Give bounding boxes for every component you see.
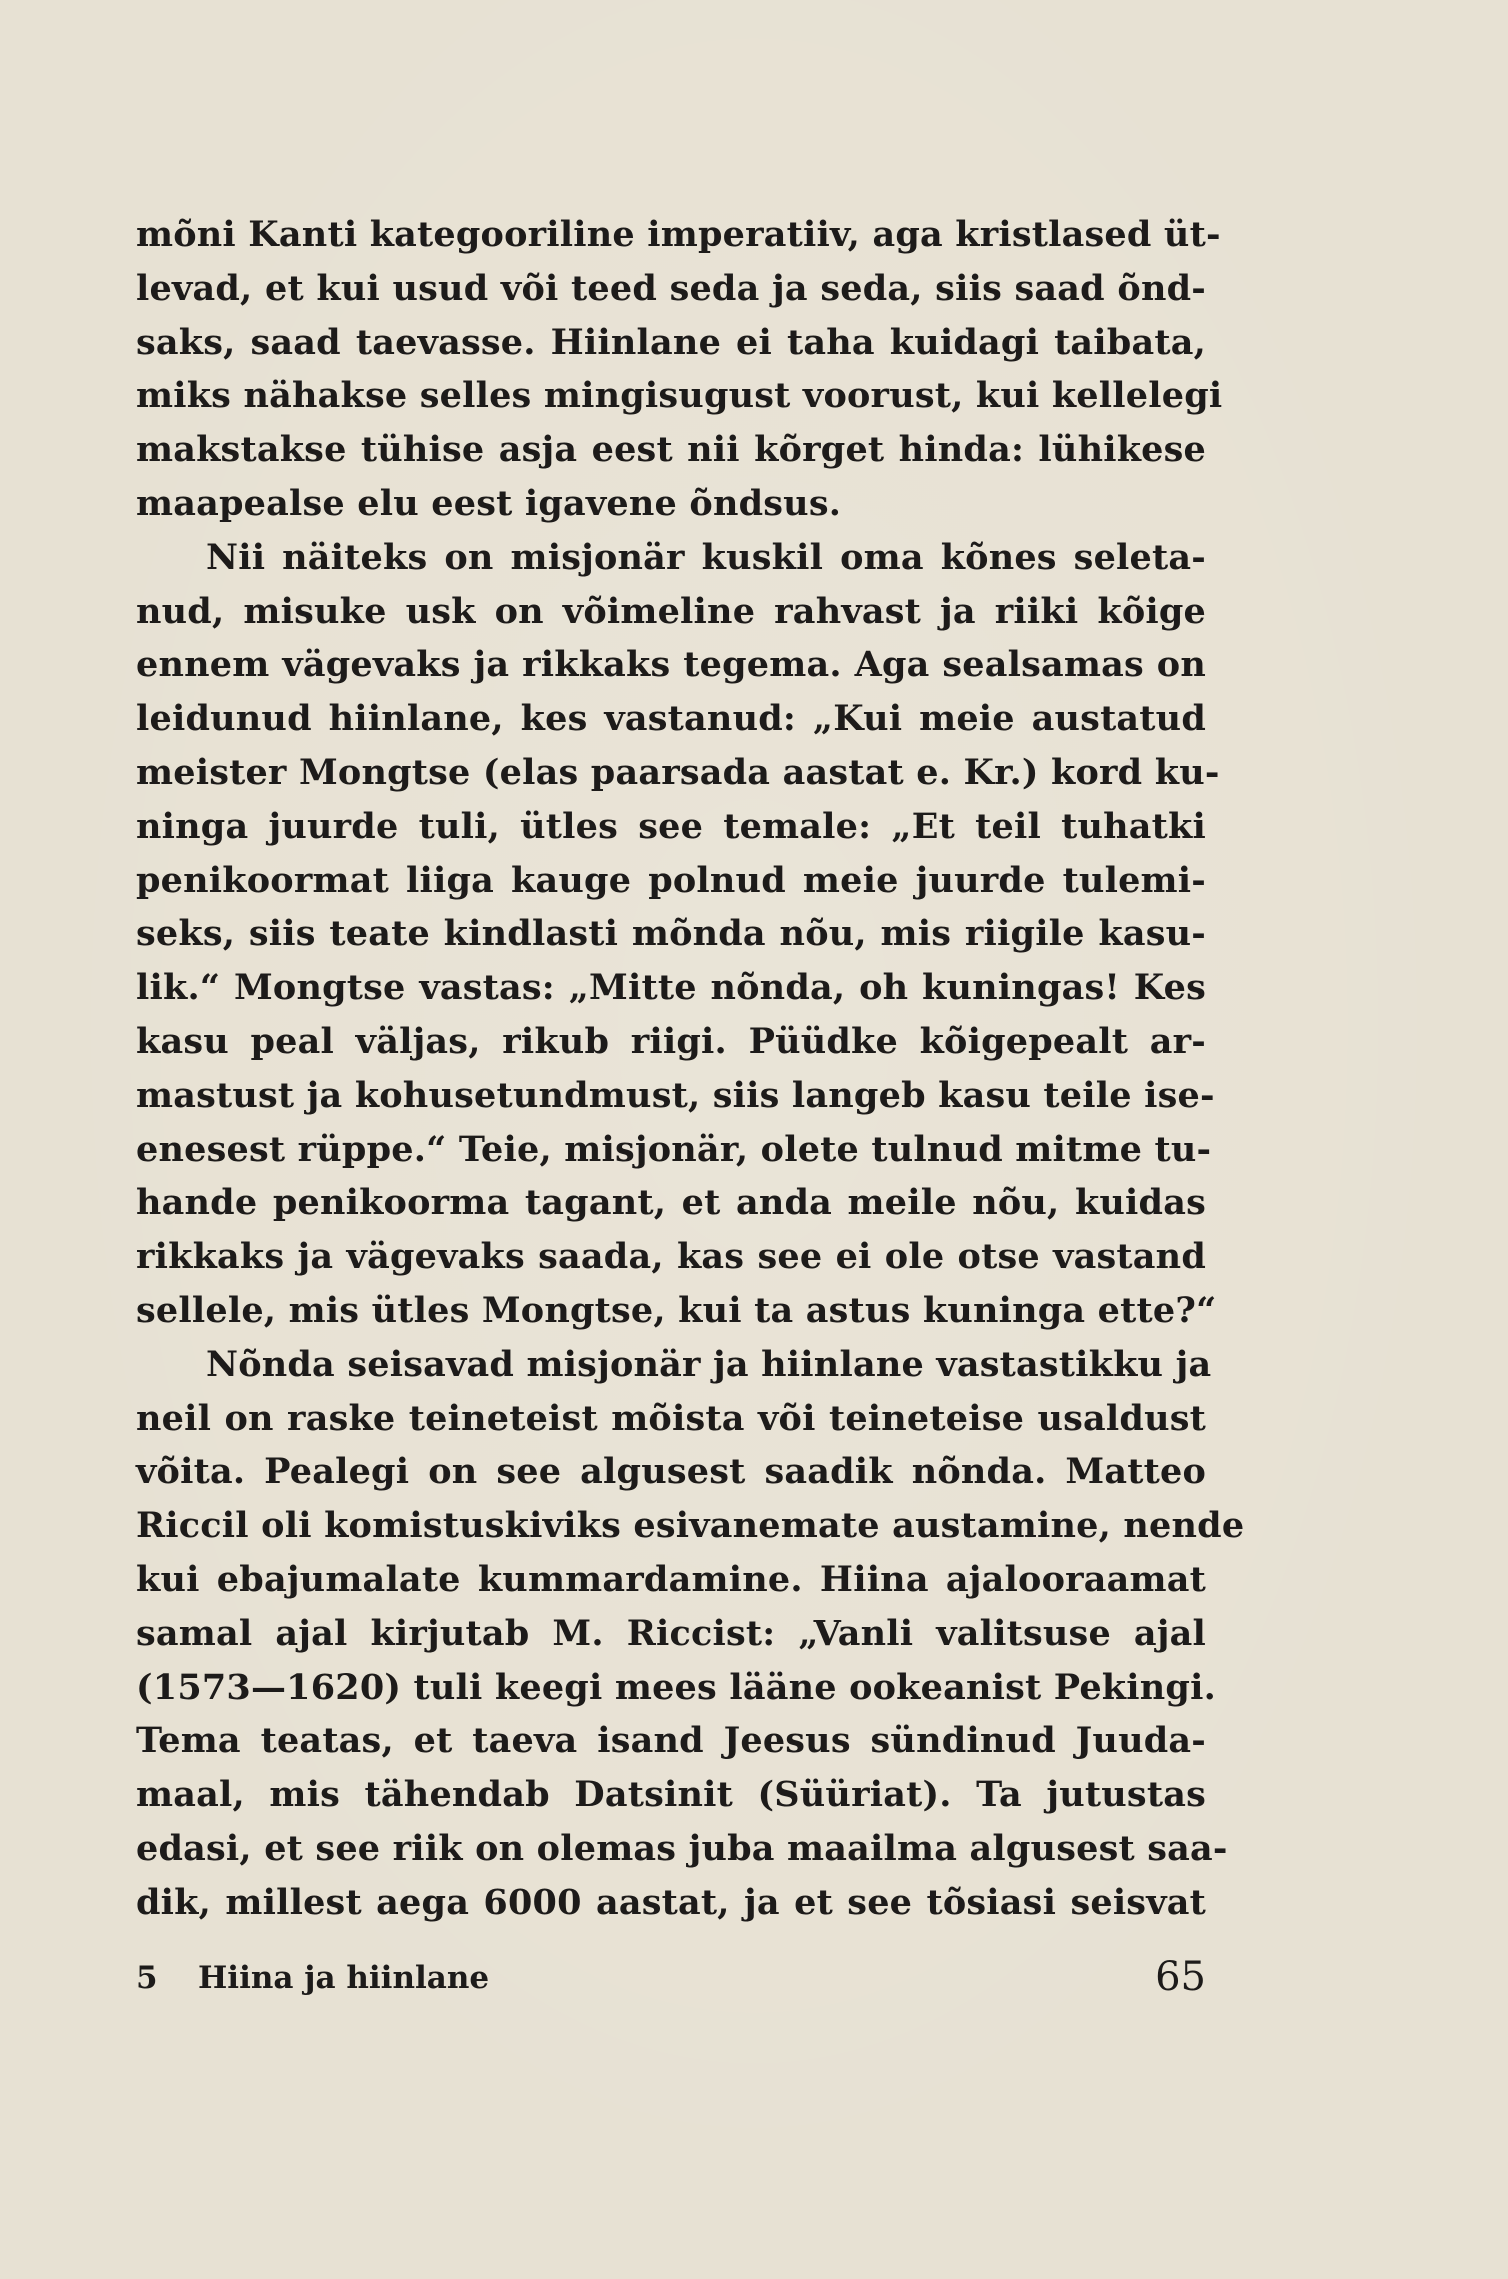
text-line: kasu peal väljas, rikub riigi. Püüdke kõigepealt ar- bbox=[136, 1020, 1206, 1062]
text-line: ennem vägevaks ja rikkaks tegema. Aga sealsamas on bbox=[136, 644, 1206, 686]
text-line: dik, millest aega 6000 aastat, ja et see tõsiasi seisvat bbox=[136, 1881, 1206, 1923]
text-line: Tema teatas, et taeva isand Jeesus sündinud Juuda- bbox=[136, 1720, 1206, 1762]
signature-number: 5 bbox=[136, 1960, 158, 1996]
signature-mark bbox=[136, 1960, 489, 1996]
text-line: Riccil oli komistuskiviks esivanemate austamine, nende bbox=[136, 1505, 1245, 1547]
text-line: maal, mis tähendab Datsinit (Süüriat). Ta jutustas bbox=[136, 1774, 1206, 1816]
text-line: samal ajal kirjutab M. Riccist: „Vanli valitsuse ajal bbox=[136, 1612, 1206, 1654]
text-line: miks nähakse selles mingisugust voorust, kui kellelegi bbox=[136, 375, 1223, 417]
text-line: hande penikoorma tagant, et anda meile nõu, kuidas bbox=[136, 1182, 1206, 1224]
body-text bbox=[136, 208, 1245, 1930]
text-line: Nõnda seisavad misjonär ja hiinlane vastastikku ja bbox=[206, 1343, 1212, 1385]
text-line: mõni Kanti kategooriline imperatiiv, aga kristlased üt- bbox=[136, 214, 1221, 255]
text-line: ninga juurde tuli, ütles see temale: „Et teil tuhatki bbox=[136, 805, 1206, 847]
text-line: penikoormat liiga kauge polnud meie juurde tulemi- bbox=[136, 859, 1206, 901]
text-line: rikkaks ja vägevaks saada, kas see ei ole otse vastand bbox=[136, 1236, 1206, 1278]
text-line: maapealse elu eest igavene õndsus. bbox=[136, 482, 842, 524]
text-line: edasi, et see riik on olemas juba maailma algusest saa- bbox=[136, 1827, 1228, 1869]
text-line: makstakse tühise asja eest nii kõrget hinda: lühikese bbox=[136, 429, 1206, 471]
text-line: levad, et kui usud või teed seda ja seda, siis saad õnd- bbox=[136, 267, 1206, 309]
text-line: sellele, mis ütles Mongtse, kui ta astus kuninga ette?“ bbox=[136, 1289, 1217, 1331]
page-number: 65 bbox=[1155, 1954, 1206, 2000]
text-line: võita. Pealegi on see algusest saadik nõnda. Matteo bbox=[136, 1451, 1206, 1493]
text-line: neil on raske teineteist mõista või teineteise usaldust bbox=[136, 1397, 1206, 1439]
text-line: meister Mongtse (elas paarsada aastat e. Kr.) kord ku- bbox=[136, 751, 1220, 793]
text-line: (1573—1620) tuli keegi mees lääne ookeanist Pekingi. bbox=[136, 1666, 1216, 1708]
page-footer bbox=[136, 1954, 1206, 2020]
text-line: kui ebajumalate kummardamine. Hiina ajalooraamat bbox=[136, 1558, 1206, 1600]
signature-title: Hiina ja hiinlane bbox=[198, 1960, 490, 1996]
text-line: lik.“ Mongtse vastas: „Mitte nõnda, oh kuningas! Kes bbox=[136, 967, 1206, 1009]
text-line: saks, saad taevasse. Hiinlane ei taha kuidagi taibata, bbox=[136, 321, 1206, 363]
text-line: Nii näiteks on misjonär kuskil oma kõnes seleta- bbox=[206, 536, 1206, 578]
text-line: enesest rüppe.“ Teie, misjonär, olete tulnud mitme tu- bbox=[136, 1128, 1212, 1170]
text-line: mastust ja kohusetundmust, siis langeb kasu teile ise- bbox=[136, 1074, 1215, 1116]
text-line: leidunud hiinlane, kes vastanud: „Kui meie austatud bbox=[136, 698, 1206, 740]
text-line: nud, misuke usk on võimeline rahvast ja riiki kõige bbox=[136, 590, 1206, 632]
text-line: seks, siis teate kindlasti mõnda nõu, mis riigile kasu- bbox=[136, 913, 1206, 955]
